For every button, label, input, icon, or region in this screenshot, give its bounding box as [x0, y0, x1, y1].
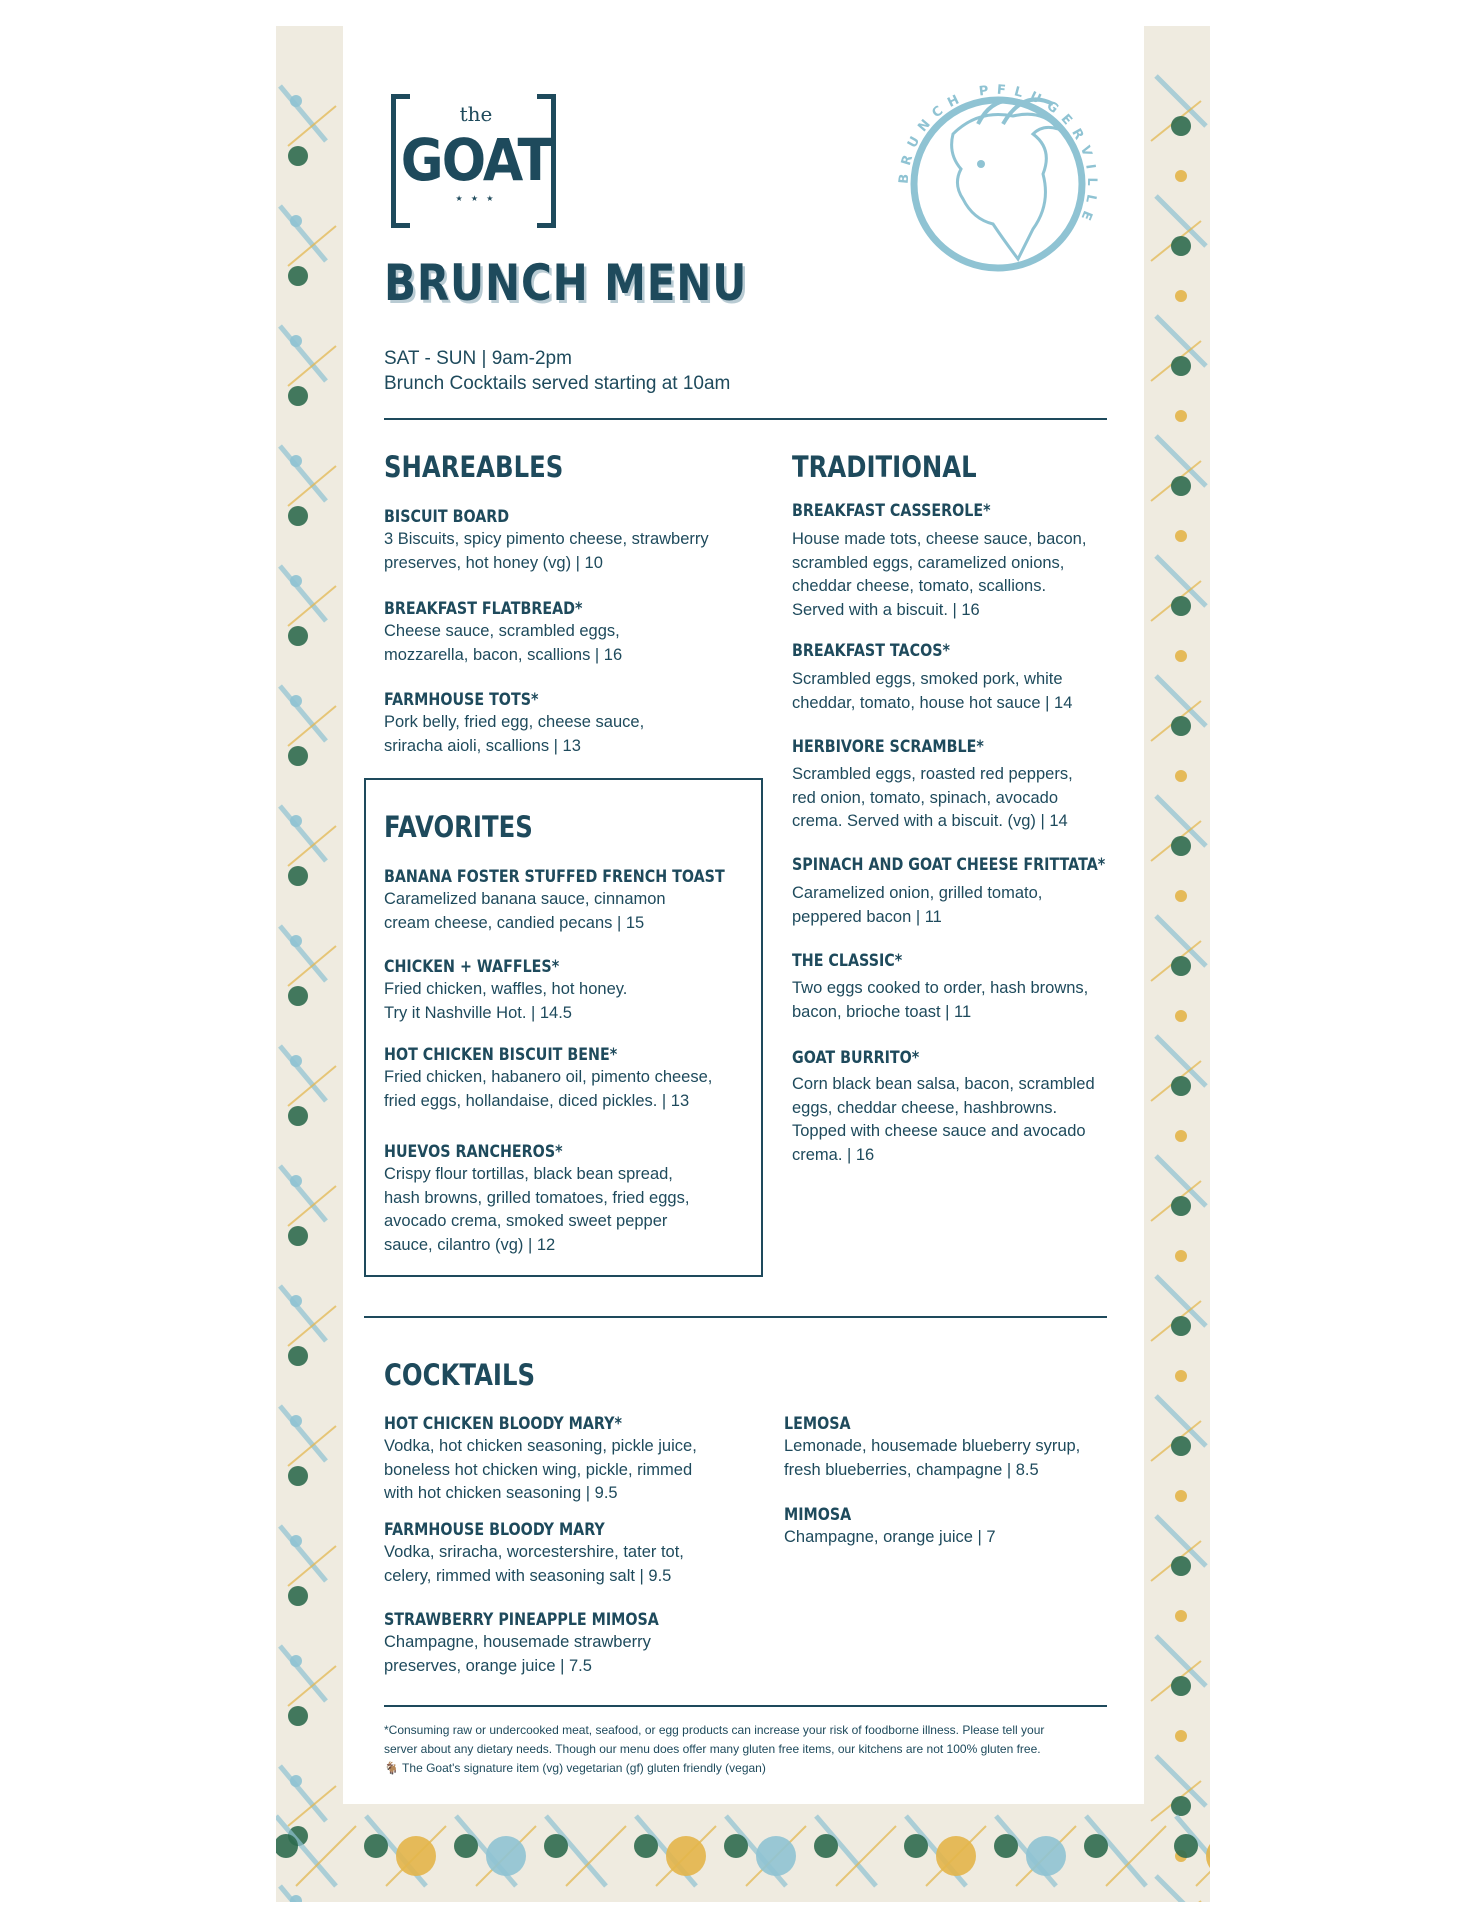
item-name: HOT CHICKEN BLOODY MARY* — [384, 1414, 622, 1434]
page-title: BRUNCH MENU — [384, 254, 748, 312]
item-name: FARMHOUSE BLOODY MARY — [384, 1520, 605, 1540]
item-description: Fried chicken, waffles, hot honey. Try it Nashville Hot. | 14.5 — [384, 980, 628, 1022]
seal-text: BRUNCH PFLUGERVILLE — [896, 82, 1100, 230]
item-description: Pork belly, fried egg, cheese sauce, sriracha aioli, scallions | 13 — [384, 713, 645, 755]
item-name: LEMOSA — [784, 1414, 851, 1434]
goat-seal-icon — [883, 54, 1113, 314]
item-name: BISCUIT BOARD — [384, 507, 510, 527]
item-name: BANANA FOSTER STUFFED FRENCH TOAST — [384, 867, 725, 887]
item-name: CHICKEN + WAFFLES* — [384, 957, 560, 977]
item-description: Champagne, orange juice | 7 — [784, 1528, 996, 1546]
favorites-heading: FAVORITES — [384, 810, 533, 844]
item-description: Cheese sauce, scrambled eggs, mozzarella, bacon, scallions | 16 — [384, 622, 623, 664]
menu-card — [343, 26, 1144, 1804]
item-name: FARMHOUSE TOTS* — [384, 690, 539, 710]
item-description: Vodka, sriracha, worcestershire, tater tot, celery, rimmed with seasoning salt | 9.5 — [384, 1543, 684, 1585]
item-name: HUEVOS RANCHEROS* — [384, 1142, 563, 1162]
cocktail-hours-text: Brunch Cocktails served starting at 10am — [384, 373, 731, 394]
item-description: Scrambled eggs, roasted red peppers, red onion, tomato, spinach, avocado crema. Served with a biscuit. (vg) | 14 — [792, 765, 1073, 830]
item-description: Caramelized onion, grilled tomato, peppered bacon | 11 — [792, 884, 1043, 926]
cocktails-heading: COCKTAILS — [384, 1358, 536, 1392]
item-name: MIMOSA — [784, 1505, 852, 1525]
item-description: Crispy flour tortillas, black bean spread, hash browns, grilled tomatoes, fried eggs, avocado crema, smoked sweet pepper sauce, cilantro (vg) | 12 — [384, 1165, 690, 1254]
item-description: Two eggs cooked to order, hash browns, bacon, brioche toast | 11 — [792, 979, 1089, 1021]
header-divider — [384, 418, 1107, 420]
traditional-heading: TRADITIONAL — [792, 450, 977, 484]
hours-text: SAT - SUN | 9am-2pm — [384, 348, 572, 369]
item-name: SPINACH AND GOAT CHEESE FRITTATA* — [792, 855, 1106, 875]
item-name: HOT CHICKEN BISCUIT BENE* — [384, 1045, 618, 1065]
item-name: HERBIVORE SCRAMBLE* — [792, 737, 984, 757]
item-description: Corn black bean salsa, bacon, scrambled eggs, cheddar cheese, hashbrowns. Topped with cheese sauce and avocado crema. | 16 — [792, 1075, 1095, 1164]
item-description: Scrambled eggs, smoked pork, white cheddar, tomato, house hot sauce | 14 — [792, 670, 1073, 712]
item-name: GOAT BURRITO* — [792, 1048, 920, 1068]
item-description: Fried chicken, habanero oil, pimento cheese, fried eggs, hollandaise, diced pickles. | 13 — [384, 1068, 713, 1110]
item-name: BREAKFAST TACOS* — [792, 641, 950, 661]
item-description: Caramelized banana sauce, cinnamon cream cheese, candied pecans | 15 — [384, 890, 666, 932]
footer-divider — [384, 1705, 1107, 1707]
item-name: BREAKFAST CASSEROLE* — [792, 501, 991, 521]
logo-stars: ★ ★ ★ — [455, 194, 497, 203]
item-name: STRAWBERRY PINEAPPLE MIMOSA — [384, 1610, 659, 1630]
item-name: THE CLASSIC* — [792, 951, 903, 971]
item-description: Vodka, hot chicken seasoning, pickle juice, boneless hot chicken wing, pickle, rimmed with hot chicken seasoning | 9.5 — [384, 1437, 697, 1502]
item-description: Lemonade, housemade blueberry syrup, fresh blueberries, champagne | 8.5 — [784, 1437, 1081, 1479]
section-divider — [364, 1316, 1107, 1318]
shareables-heading: SHAREABLES — [384, 450, 564, 484]
item-description: House made tots, cheese sauce, bacon, scrambled eggs, caramelized onions, cheddar cheese, tomato, scallions. Served with a biscuit. | 16 — [792, 530, 1087, 619]
logo-goat: GOAT — [400, 126, 552, 194]
item-description: 3 Biscuits, spicy pimento cheese, strawberry preserves, hot honey (vg) | 10 — [384, 530, 709, 572]
allergen-footnote: *Consuming raw or undercooked meat, seafood, or egg products can increase your risk of foodborne illness. Please tell your server about any dietary needs. Though our menu does offer many gluten free items, our kitchens are not 100% gluten free. 🐐 The Goat's signature item (vg) vegetarian (gf) gluten friendly (vegan) — [384, 1723, 1045, 1775]
patterned-background — [276, 26, 1210, 1902]
logo-the: the — [459, 102, 493, 126]
item-description: Champagne, housemade strawberry preserves, orange juice | 7.5 — [384, 1633, 651, 1675]
goat-logo — [391, 94, 561, 224]
item-name: BREAKFAST FLATBREAD* — [384, 599, 583, 619]
